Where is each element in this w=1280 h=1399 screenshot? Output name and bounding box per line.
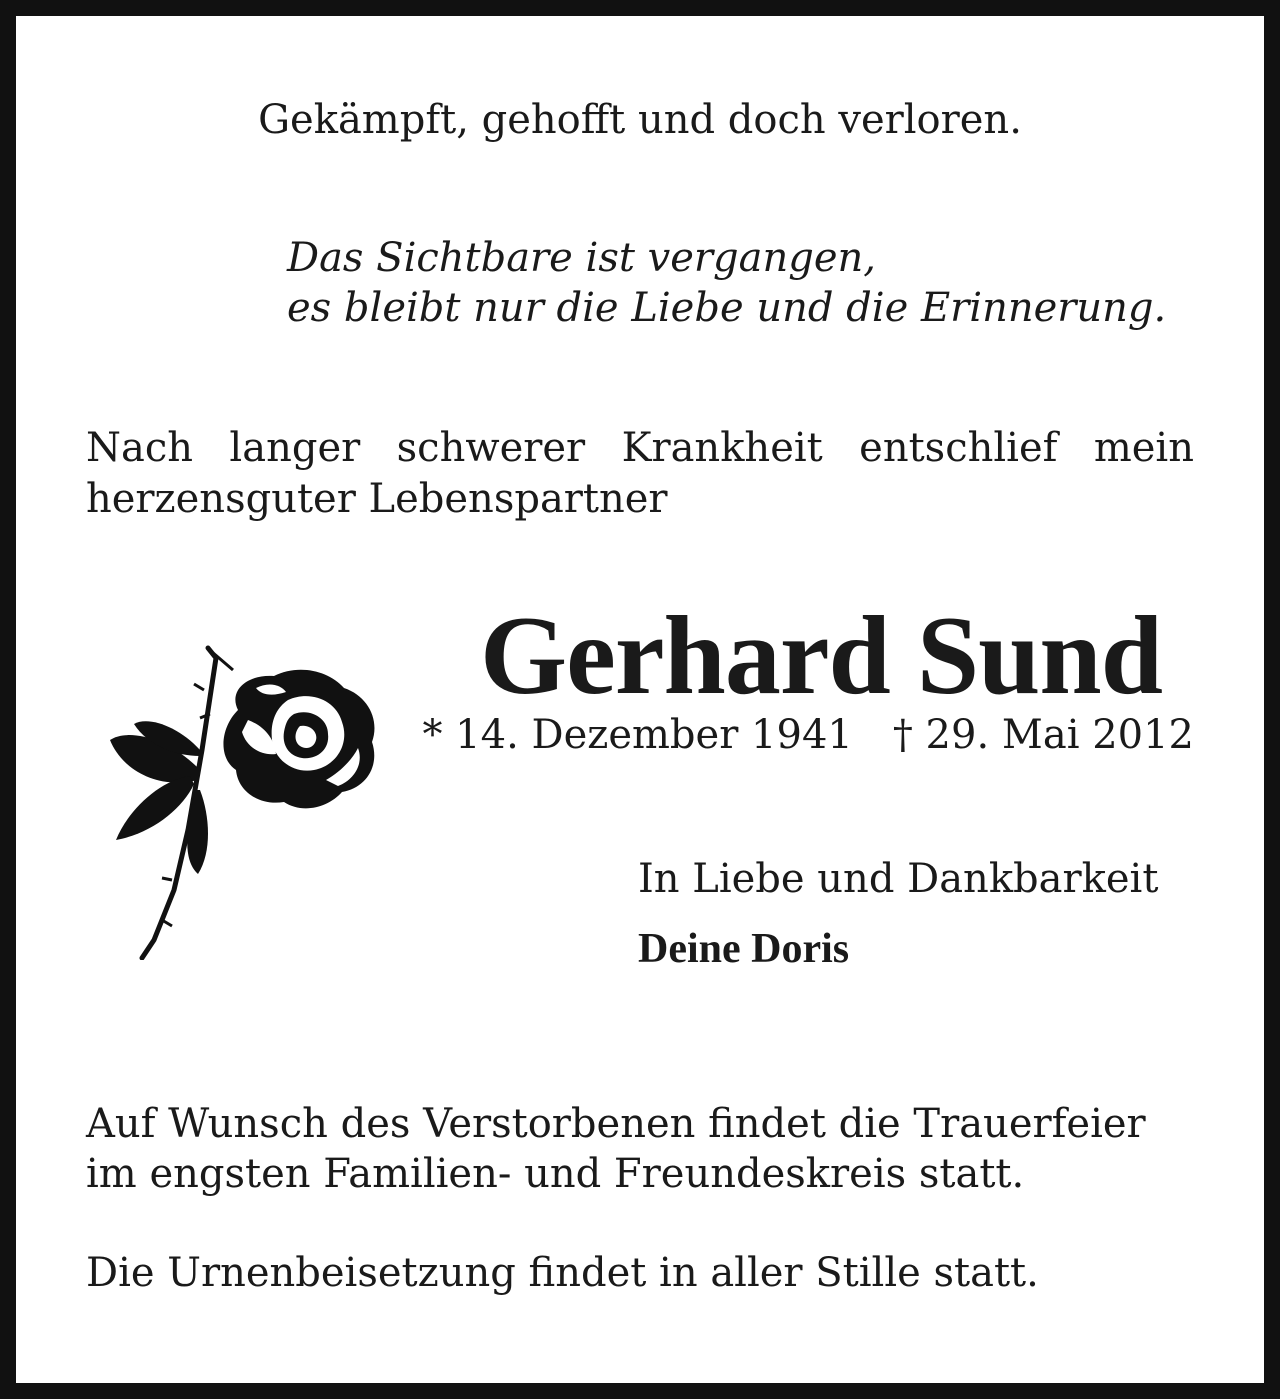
quote-line-1: Das Sichtbare ist vergangen,	[287, 235, 877, 281]
motto: Gekämpft, gehofft und doch verloren.	[258, 97, 1022, 143]
rose-icon	[88, 630, 378, 960]
life-dates	[422, 710, 1194, 760]
quote-line-2: es bleibt nur die Liebe und die Erinnerung.	[287, 285, 1167, 331]
intro-text: Nach langer schwerer Krankheit entschlief mein herzensguter Lebenspartner	[86, 425, 1194, 522]
urn-info: Die Urnenbeisetzung findet in aller Stille statt.	[86, 1250, 1039, 1296]
funeral-info: Auf Wunsch des Verstorbenen findet die Trauerfeier im engsten Familien- und Freundeskreis statt.	[86, 1101, 1146, 1197]
deceased-name: Gerhard Sund	[480, 594, 1162, 718]
signature: Deine Doris	[638, 926, 850, 972]
death-date: † 29. Mai 2012	[892, 712, 1194, 758]
birth-date: * 14. Dezember 1941	[422, 712, 853, 758]
closing-line: In Liebe und Dankbarkeit	[638, 856, 1159, 902]
